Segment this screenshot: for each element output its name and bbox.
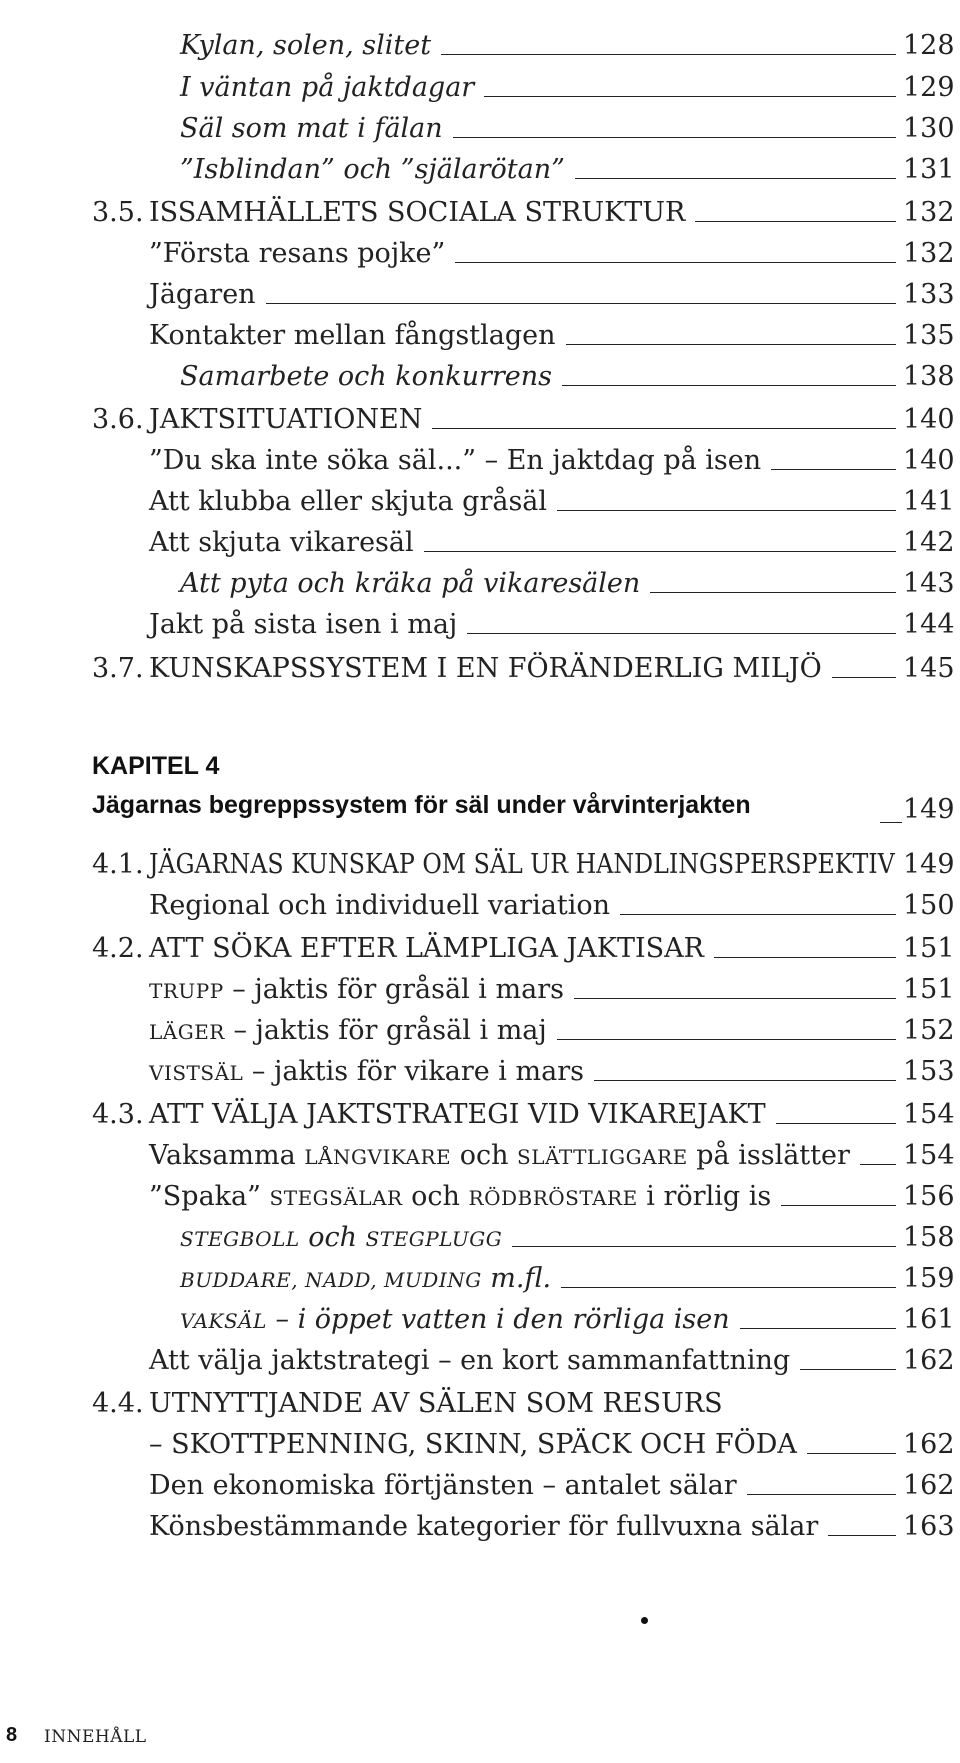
toc-entry-title [180,1300,730,1341]
toc-entry-title: ”Isblindan” och ”själarötan” [180,154,565,185]
toc-entry [0,929,960,969]
toc-entry-page: 128 [903,30,955,61]
toc-entry-number: 4.3. [92,1099,144,1130]
toc-leader-rule [781,1205,896,1206]
toc-entry [0,886,960,926]
toc-entry [0,1095,960,1135]
toc-entry [0,26,960,66]
toc-entry [0,1466,960,1506]
toc-entry-title-part: – jaktis för vikare i mars [243,1056,584,1087]
toc-leader-rule [740,1328,896,1329]
toc-entry [0,523,960,563]
toc-entry-page: 132 [903,238,955,269]
toc-entry-page: 151 [903,933,955,964]
toc-entry [0,316,960,356]
toc-entry-page: 163 [903,1511,955,1542]
toc-entry-title: ”Första resans pojke” [149,238,446,269]
toc-entry-page: 149 [903,849,955,880]
toc-entry [0,1011,960,1051]
toc-leader-rule [650,592,896,593]
toc-entry-title-part: ATT VÄLJA JAKTSTRATEGI VID VIKAREJAKT [149,1099,766,1130]
toc-leader-rule [557,510,896,511]
toc-entry-title [149,1136,850,1177]
toc-entry-page: 154 [903,1140,955,1171]
toc-entry-title-part: och [299,1222,366,1253]
toc-leader-rule [441,54,896,55]
toc-leader-rule [747,1494,896,1495]
toc-entry-page: 141 [903,486,955,517]
toc-leader-rule [467,633,896,634]
toc-leader-rule [714,957,896,958]
toc-entry-title: Jägaren [149,279,256,310]
toc-leader-rule [512,1246,896,1247]
toc-entry-number: 4.2. [92,933,144,964]
toc-entry-page: 143 [903,568,955,599]
toc-entry-title-part: Den ekonomiska förtjänsten – antalet sälar [149,1470,737,1501]
toc-entry-title-part: LÄGER [149,1020,225,1044]
toc-entry-title: Säl som mat i fälan [180,113,443,144]
toc-entry [0,400,960,440]
toc-entry-title-part: – jaktis för gråsäl i maj [224,1015,547,1046]
toc-entry-title [149,1507,818,1547]
toc-entry-page: 150 [903,890,955,921]
toc-entry-title-part: Vaksamma [149,1140,305,1171]
toc-leader-rule [562,385,896,386]
toc-entry-title: Att pyta och kräka på vikaresälen [180,568,641,599]
toc-entry-title-part: ATT SÖKA EFTER LÄMPLIGA JAKTISAR [149,933,704,964]
toc-entry [0,1052,960,1092]
toc-entry-title: Kontakter mellan fångstlagen [149,320,556,351]
toc-leader-rule [575,178,896,179]
toc-leader-rule [557,1039,896,1040]
toc-entry-title [149,970,564,1011]
toc-entry-title [149,1052,584,1093]
toc-entry-title: ISSAMHÄLLETS SOCIALA STRUKTUR [149,197,686,228]
toc-entry [0,441,960,481]
toc-entry-title-part: UTNYTTJANDE AV SÄLEN SOM RESURS [149,1388,723,1419]
toc-entry-number: 3.6. [92,404,144,435]
toc-entry-title-part: SLÄTTLIGGARE [517,1145,688,1169]
toc-entry-title [149,1341,790,1381]
toc-entry-title-part: – SKOTTPENNING, SKINN, SPÄCK OCH FÖDA [149,1429,797,1460]
toc-entry [0,605,960,645]
toc-leader-rule [860,1164,896,1165]
toc-entry-page: 154 [903,1099,955,1130]
toc-entry-number: 4.4. [92,1388,144,1419]
toc-leader-rule [455,262,896,263]
toc-entry-title: I väntan på jaktdagar [180,72,475,103]
toc-entry-title-part: – i öppet vatten i den rörliga isen [266,1304,730,1335]
toc-leader-rule [561,1287,896,1288]
toc-leader-rule [771,469,896,470]
toc-leader-rule [566,344,897,345]
toc-entry-title-part: LÅNGVIKARE [304,1145,452,1169]
toc-entry-title-part: STEGBOLL [180,1227,300,1251]
toc-entry-page: 161 [903,1304,955,1335]
toc-entry-page: 132 [903,197,955,228]
toc-entry-title-part: på isslätter [687,1140,850,1171]
toc-entry [0,1136,960,1176]
toc-entry [0,357,960,397]
toc-entry-page: 151 [903,974,955,1005]
toc-entry-title [149,845,895,885]
toc-entry-title: Samarbete och konkurrens [180,361,553,392]
toc-entry-title-part: RÖDBRÖSTARE [468,1186,638,1210]
toc-entry-page: 153 [903,1056,955,1087]
toc-entry-title: KUNSKAPSSYSTEM I EN FÖRÄNDERLIG MILJÖ [149,653,822,684]
toc-entry [0,109,960,149]
toc-entry-page: 142 [903,527,955,558]
toc-entry-title-part: Regional och individuell variation [149,890,610,921]
toc-entry-title [180,1259,551,1300]
toc-entry-title-part: VAKSÄL [180,1309,267,1333]
toc-entry [0,68,960,108]
toc-entry-page: 144 [903,609,955,640]
toc-leader-rule [594,1080,896,1081]
toc-leader-rule [828,1535,896,1536]
toc-leader-rule [266,303,896,304]
toc-entry-title-part: i rörlig is [637,1181,772,1212]
toc-entry-title: Jakt på sista isen i maj [149,609,458,640]
toc-entry-title [149,886,610,926]
toc-entry-page: 138 [903,361,955,392]
toc-entry [0,150,960,190]
toc-entry [0,1507,960,1547]
toc-entry [0,564,960,604]
toc-entry-title: ”Du ska inte söka säl...” – En jaktdag på isen [149,445,762,476]
toc-entry-title [149,929,704,969]
toc-entry [0,1341,960,1381]
toc-entry-page: 130 [903,113,955,144]
toc-entry-title-part: ”Spaka” [149,1181,270,1212]
chapter-label: KAPITEL 4 [92,752,220,780]
toc-entry-title-part: Könsbestämmande kategorier för fullvuxna sälar [149,1511,819,1542]
toc-entry-title-part: BUDDARE, NADD, MUDING [180,1268,482,1292]
toc-entry-page: 133 [903,279,955,310]
toc-entry-title [149,1177,771,1218]
footer-label: INNEHÅLL [44,1727,147,1747]
toc-entry-page: 159 [903,1263,955,1294]
toc-entry-page: 131 [903,154,955,185]
toc-entry-title [180,1218,502,1259]
toc-entry-title-part: STEGSÄLAR [269,1186,403,1210]
toc-entry-number: 3.7. [92,653,144,684]
toc-entry-page: 152 [903,1015,955,1046]
toc-entry [0,970,960,1010]
toc-entry [0,1384,960,1424]
toc-entry-title-part: m.fl. [481,1263,552,1294]
toc-leader-rule [424,551,896,552]
toc-entry-page: 162 [903,1470,955,1501]
footer-page-number: 8 [6,1724,18,1746]
toc-entry-page: 140 [903,445,955,476]
toc-entry-title-part: JÄGARNAS KUNSKAP OM SÄL UR HANDLINGSPERSPEKTIV [149,849,895,880]
decorative-dot-icon [641,1617,648,1624]
toc-entry-number: 4.1. [92,849,144,880]
toc-entry-title-part: och [402,1181,469,1212]
toc-leader-rule [432,428,896,429]
toc-entry-page: 156 [903,1181,955,1212]
toc-entry-title [149,1425,797,1465]
toc-entry-title [149,1466,737,1506]
toc-leader-rule [574,998,896,999]
chapter-leader-rule [880,822,902,823]
toc-entry-page: 135 [903,320,955,351]
toc-entry [0,845,960,885]
toc-entry [0,1218,960,1258]
toc-leader-rule [807,1453,896,1454]
toc-entry-title: JAKTSITUATIONEN [149,404,423,435]
toc-leader-rule [484,96,896,97]
toc-leader-rule [695,221,896,222]
toc-entry-page: 140 [903,404,955,435]
toc-entry-title-part: STEGPLUGG [365,1227,503,1251]
toc-entry-title: Att skjuta vikaresäl [149,527,414,558]
toc-entry-page: 129 [903,72,955,103]
toc-entry-title-part: – jaktis för gråsäl i mars [223,974,564,1005]
toc-entry [0,193,960,233]
toc-leader-rule [800,1369,896,1370]
toc-entry-title-part: TRUPP [149,979,224,1003]
toc-entry [0,1177,960,1217]
toc-entry [0,234,960,274]
toc-entry [0,1425,960,1465]
toc-entry-page: 162 [903,1345,955,1376]
toc-leader-rule [832,677,896,678]
toc-entry [0,482,960,522]
toc-entry-title: Kylan, solen, slitet [180,30,432,61]
toc-entry [0,1300,960,1340]
toc-entry-page: 162 [903,1429,955,1460]
toc-entry-number: 3.5. [92,197,144,228]
toc-entry-title [149,1011,547,1052]
toc-entry-title [149,1095,766,1135]
chapter-page: 149 [903,794,955,825]
chapter-title: Jägarnas begreppssystem för säl under vårvinterjakten [92,791,751,819]
toc-entry-title-part: VISTSÄL [149,1061,244,1085]
toc-entry-title-part: och [451,1140,518,1171]
toc-entry-page: 158 [903,1222,955,1253]
toc-entry [0,649,960,689]
toc-leader-rule [776,1123,896,1124]
toc-entry-page: 145 [903,653,955,684]
toc-entry-title: Att klubba eller skjuta gråsäl [149,486,548,517]
toc-entry-title-part: Att välja jaktstrategi – en kort sammanfattning [149,1345,791,1376]
toc-entry-title [149,1384,723,1424]
toc-leader-rule [453,137,896,138]
toc-leader-rule [620,914,896,915]
toc-entry [0,1259,960,1299]
toc-entry [0,275,960,315]
